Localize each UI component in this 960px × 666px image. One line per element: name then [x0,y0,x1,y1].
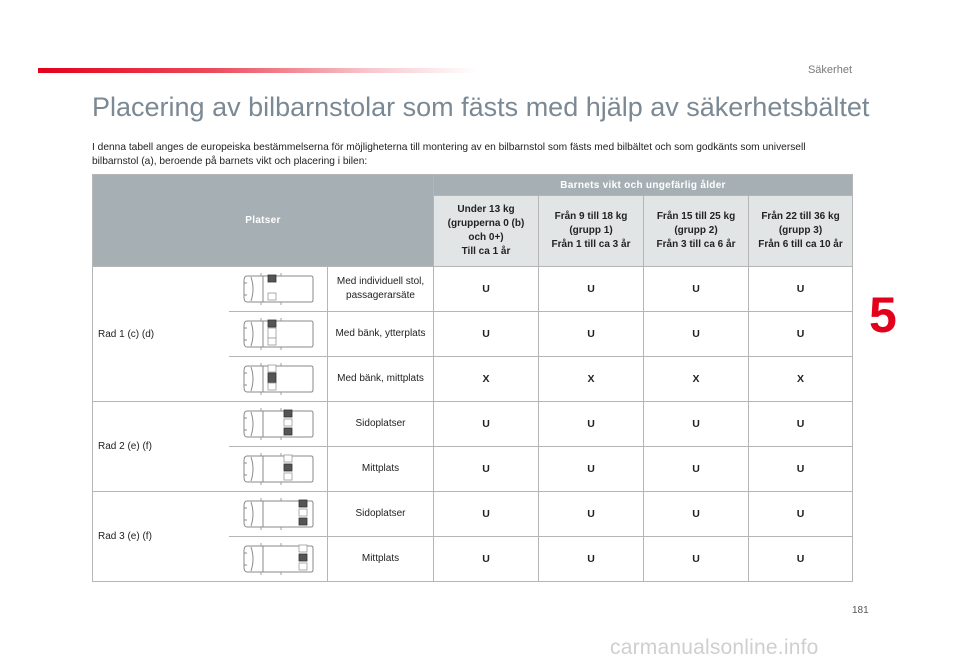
cell-value: U [644,492,749,537]
header-weight-col-3 [644,196,749,267]
cell-value: U [434,312,539,357]
cell-value: U [749,267,853,312]
table-row [93,267,853,312]
section-name: Säkerhet [807,64,852,76]
car-seat-diagram-icon [229,312,328,357]
header-accent-bar [38,68,478,73]
seat-position: Med bänk, ytterplats [328,312,434,357]
row-group-label: Rad 2 (e) (f) [93,402,229,492]
cell-value: U [434,492,539,537]
car-seat-diagram-icon [229,447,328,492]
intro-paragraph: I denna tabell anges de europeiska bestämmelserna för möjligheterna till montering av en bilbarnstol som fästs med bilbältet och som godkänts som universell bilbarnstol (a), beroende på barnets vikt och placering i bilen: [92,142,806,167]
cell-value: U [644,447,749,492]
page-title: Placering av bilbarnstolar som fästs med hjälp av säkerhetsbältet [92,92,870,122]
row-group-label: Rad 1 (c) (d) [93,267,229,402]
table-row [93,492,853,537]
cell-value: U [749,312,853,357]
weight-col-2-line2: (grupp 1) [569,225,613,236]
cell-value: U [434,402,539,447]
cell-value: U [434,537,539,582]
car-seat-diagram-icon [229,402,328,447]
seat-position: Mittplats [328,537,434,582]
weight-col-4-title: Från 22 till 36 kg [761,211,840,222]
seat-position: Mittplats [328,447,434,492]
chapter-number: 5 [869,287,897,343]
weight-col-1-line4: Till ca 1 år [461,246,511,257]
weight-col-2-title: Från 9 till 18 kg [554,211,628,222]
header-platser: Platser [93,175,434,267]
cell-value: U [644,312,749,357]
cell-value: U [539,447,644,492]
row-group-label: Rad 3 (e) (f) [93,492,229,582]
child-seat-table [92,174,853,582]
cell-value: U [539,312,644,357]
header-weight-col-4 [749,196,853,267]
cell-value: U [539,267,644,312]
weight-col-3-line2: (grupp 2) [674,225,718,236]
cell-value: X [434,357,539,402]
watermark: carmanualsonline.info [610,636,819,659]
seat-position: Sidoplatser [328,492,434,537]
cell-value: U [644,537,749,582]
car-seat-diagram-icon [229,537,328,582]
weight-col-1-line3: och 0+) [468,232,504,243]
weight-col-4-line3: Från 6 till ca 10 år [758,239,843,250]
car-seat-diagram-icon [229,357,328,402]
car-seat-diagram-icon [229,492,328,537]
weight-col-4-line2: (grupp 3) [778,225,823,236]
cell-value: U [434,447,539,492]
header-weight-col-2 [539,196,644,267]
cell-value: U [749,492,853,537]
seat-position: Sidoplatser [328,402,434,447]
cell-value: U [749,402,853,447]
weight-col-1-title: Under 13 kg [457,204,515,215]
cell-value: U [539,537,644,582]
weight-col-1-line2: (grupperna 0 (b) [447,218,525,229]
cell-value: U [434,267,539,312]
cell-value: U [749,447,853,492]
seat-position: Med bänk, mittplats [328,357,434,402]
cell-value: U [539,402,644,447]
cell-value: U [644,267,749,312]
cell-value: U [539,492,644,537]
weight-col-2-line3: Från 1 till ca 3 år [551,239,631,250]
header-weight-group: Barnets vikt och ungefärlig ålder [434,175,853,196]
cell-value: X [749,357,853,402]
header-weight-col-1 [434,196,539,267]
weight-col-3-line3: Från 3 till ca 6 år [656,239,736,250]
cell-value: X [539,357,644,402]
cell-value: U [749,537,853,582]
seat-position: Med individuell stol, passagerarsäte [328,267,434,312]
cell-value: U [644,402,749,447]
cell-value: X [644,357,749,402]
weight-col-3-title: Från 15 till 25 kg [656,211,736,222]
table-row [93,402,853,447]
page-number: 181 [852,605,869,616]
car-seat-diagram-icon [229,267,328,312]
